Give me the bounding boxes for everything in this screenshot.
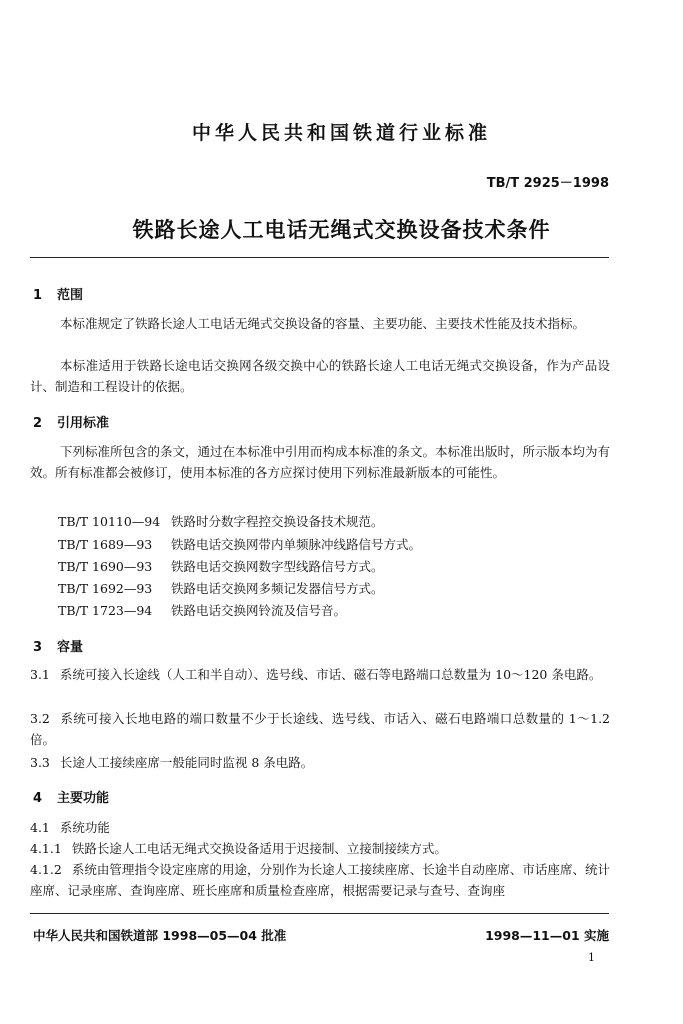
reference-code: TB/T 10110—94 bbox=[58, 514, 161, 529]
section-title: 范围 bbox=[57, 288, 84, 303]
clause-text: 系统可接入长途线（人工和半自动）、选号线、市话、磁石等电路端口总数量为 10～120 条电路。 bbox=[59, 667, 602, 682]
approval-line: 中华人民共和国铁道部 1998—05—04 批准 bbox=[33, 928, 287, 943]
clause-number: 4.1 bbox=[30, 820, 50, 835]
scope-paragraph-2: 本标准适用于铁路长途电话交换网各级交换中心的铁路长途人工电话无绳式交换设备，作为产品设计、制造和工程设计的依据。 bbox=[30, 358, 610, 394]
reference-code: TB/T 1689—93 bbox=[58, 537, 153, 552]
reference-item bbox=[58, 579, 384, 597]
clause-text: 系统由管理指令设定座席的用途，分别作为长途人工接续座席、长途半自动座席、市话座席、统计座席、记录座席、查询座席、班长座席和质量检查座席，根据需要记录与查号、查询座 bbox=[30, 862, 610, 898]
clause-4-1 bbox=[30, 817, 610, 838]
section-title: 容量 bbox=[57, 640, 84, 655]
section-1-heading bbox=[33, 284, 83, 303]
reference-title: 铁路电话交换网带内单频脉冲线路信号方式。 bbox=[171, 537, 422, 552]
clause-4-1-1 bbox=[30, 838, 610, 859]
clause-number: 3.2 bbox=[30, 711, 50, 726]
reference-title: 铁路时分数字程控交换设备技术规范。 bbox=[171, 514, 384, 529]
clause-text: 铁路长途人工电话无绳式交换设备适用于迟接制、立接制接续方式。 bbox=[71, 841, 447, 856]
clause-number: 3.1 bbox=[30, 667, 50, 682]
section-number: 3 bbox=[33, 640, 43, 655]
document-title: 铁路长途人工电话无绳式交换设备技术条件 bbox=[132, 218, 551, 242]
reference-title: 铁路电话交换网铃流及信号音。 bbox=[171, 603, 347, 618]
standard-code: TB/T 2925－1998 bbox=[486, 176, 609, 191]
reference-code: TB/T 1692—93 bbox=[58, 581, 153, 596]
title-divider bbox=[30, 257, 609, 258]
section-title: 引用标准 bbox=[57, 416, 110, 431]
scope-paragraph-1: 本标准规定了铁路长途人工电话无绳式交换设备的容量、主要功能、主要技术性能及技术指标。 bbox=[60, 316, 586, 331]
standard-type-heading: 中华人民共和国铁道行业标准 bbox=[191, 122, 491, 144]
reference-title: 铁路电话交换网多频记发器信号方式。 bbox=[171, 581, 384, 596]
footer-divider bbox=[30, 913, 609, 914]
clause-text: 系统可接入长地电路的端口数量不少于长途线、选号线、市话入、磁石电路端口总数量的 1～1.2 倍。 bbox=[30, 711, 610, 747]
section-2-heading bbox=[33, 412, 109, 431]
reference-code: TB/T 1723—94 bbox=[58, 603, 153, 618]
references-intro: 下列标准所包含的条文，通过在本标准中引用而构成本标准的条文。本标准出版时，所示版本均为有效。所有标准都会被修订，使用本标准的各方应探讨使用下列标准最新版本的可能性。 bbox=[30, 444, 611, 480]
clause-3-3 bbox=[30, 752, 610, 773]
clause-number: 4.1.1 bbox=[30, 841, 62, 856]
section-number: 4 bbox=[33, 791, 43, 806]
effective-date: 1998—11—01 实施 bbox=[485, 928, 609, 943]
section-3-heading bbox=[33, 636, 83, 655]
clause-number: 4.1.2 bbox=[30, 862, 62, 877]
section-title: 主要功能 bbox=[57, 791, 110, 806]
reference-item bbox=[58, 557, 384, 575]
clause-4-1-2 bbox=[30, 859, 610, 901]
clause-number: 3.3 bbox=[30, 755, 50, 770]
clause-3-1 bbox=[30, 664, 610, 685]
clause-3-2 bbox=[30, 708, 610, 750]
section-number: 1 bbox=[33, 288, 43, 303]
clause-text: 系统功能 bbox=[59, 820, 110, 835]
reference-code: TB/T 1690—93 bbox=[58, 559, 153, 574]
clause-text: 长途人工接续座席一般能同时监视 8 条电路。 bbox=[59, 755, 314, 770]
section-4-heading bbox=[33, 787, 109, 806]
page-number: 1 bbox=[588, 951, 595, 964]
reference-item bbox=[58, 512, 384, 530]
section-number: 2 bbox=[33, 416, 43, 431]
reference-title: 铁路电话交换网数字型线路信号方式。 bbox=[171, 559, 384, 574]
reference-item bbox=[58, 601, 346, 619]
reference-item bbox=[58, 535, 421, 553]
